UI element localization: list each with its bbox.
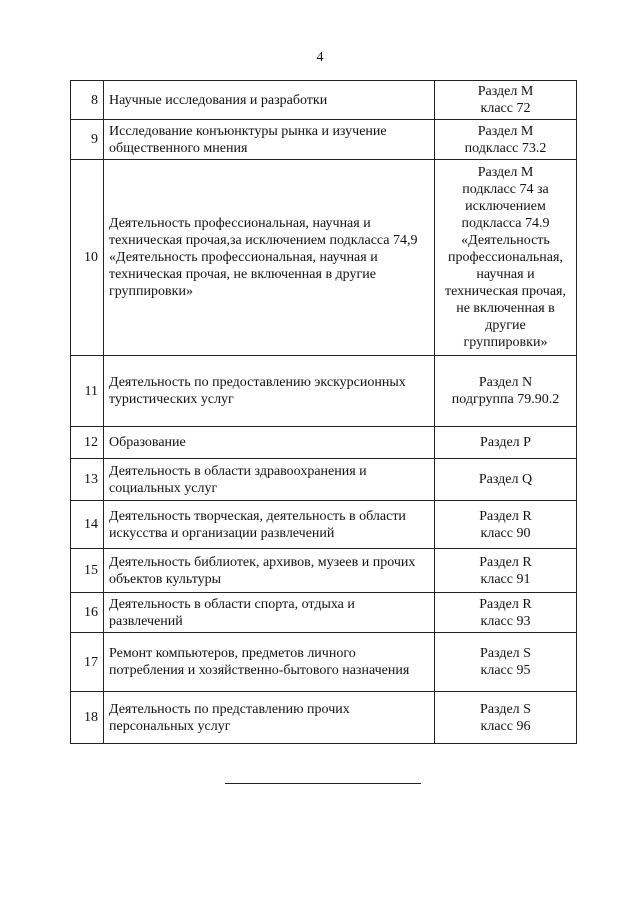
activity-name: Исследование конъюнктуры рынка и изучение общественного мнения <box>104 120 435 160</box>
row-number: 12 <box>71 427 104 459</box>
row-number: 10 <box>71 160 104 356</box>
classifier-code: Раздел S класс 96 <box>435 692 577 744</box>
classifier-code: Раздел Q <box>435 459 577 501</box>
activity-name: Деятельность по предоставлению экскурсионных туристических услуг <box>104 356 435 427</box>
activity-name: Научные исследования и разработки <box>104 81 435 120</box>
activity-table <box>70 80 577 744</box>
activity-name: Деятельность библиотек, архивов, музеев и прочих объектов культуры <box>104 549 435 593</box>
row-number: 15 <box>71 549 104 593</box>
row-number: 16 <box>71 593 104 633</box>
table-row <box>71 459 577 501</box>
table-row <box>71 356 577 427</box>
table-row <box>71 633 577 692</box>
activity-name: Ремонт компьютеров, предметов личного потребления и хозяйственно-бытового назначения <box>104 633 435 692</box>
classifier-code: Раздел М класс 72 <box>435 81 577 120</box>
row-number: 8 <box>71 81 104 120</box>
classifier-code: Раздел М подкласс 74 за исключением подкласса 74.9 «Деятельность профессиональная, научная и техническая прочая, не включенная в другие группировки» <box>435 160 577 356</box>
row-number: 17 <box>71 633 104 692</box>
table-row <box>71 593 577 633</box>
classifier-code: Раздел S класс 95 <box>435 633 577 692</box>
table-row <box>71 120 577 160</box>
table-row <box>71 549 577 593</box>
row-number: 18 <box>71 692 104 744</box>
activity-name: Деятельность в области спорта, отдыха и развлечений <box>104 593 435 633</box>
row-number: 13 <box>71 459 104 501</box>
table-row <box>71 501 577 549</box>
activity-name: Деятельность творческая, деятельность в области искусства и организации развлечений <box>104 501 435 549</box>
page-number: 4 <box>316 50 324 65</box>
table-row <box>71 81 577 120</box>
row-number: 14 <box>71 501 104 549</box>
classifier-code: Раздел М подкласс 73.2 <box>435 120 577 160</box>
row-number: 9 <box>71 120 104 160</box>
row-number: 11 <box>71 356 104 427</box>
table-row <box>71 160 577 356</box>
table-row <box>71 427 577 459</box>
table-row <box>71 692 577 744</box>
classifier-code: Раздел R класс 91 <box>435 549 577 593</box>
classifier-code: Раздел R класс 93 <box>435 593 577 633</box>
activity-name: Деятельность по представлению прочих персональных услуг <box>104 692 435 744</box>
activity-name: Деятельность в области здравоохранения и социальных услуг <box>104 459 435 501</box>
activity-name: Образование <box>104 427 435 459</box>
activity-name: Деятельность профессиональная, научная и техническая прочая,за исключением подкласса 74,9 «Деятельность профессиональная, научная и техническая прочая, не включенная в другие группировки» <box>104 160 435 356</box>
classifier-code: Раздел N подгруппа 79.90.2 <box>435 356 577 427</box>
classifier-code: Раздел Р <box>435 427 577 459</box>
bottom-rule <box>225 783 421 784</box>
classifier-code: Раздел R класс 90 <box>435 501 577 549</box>
